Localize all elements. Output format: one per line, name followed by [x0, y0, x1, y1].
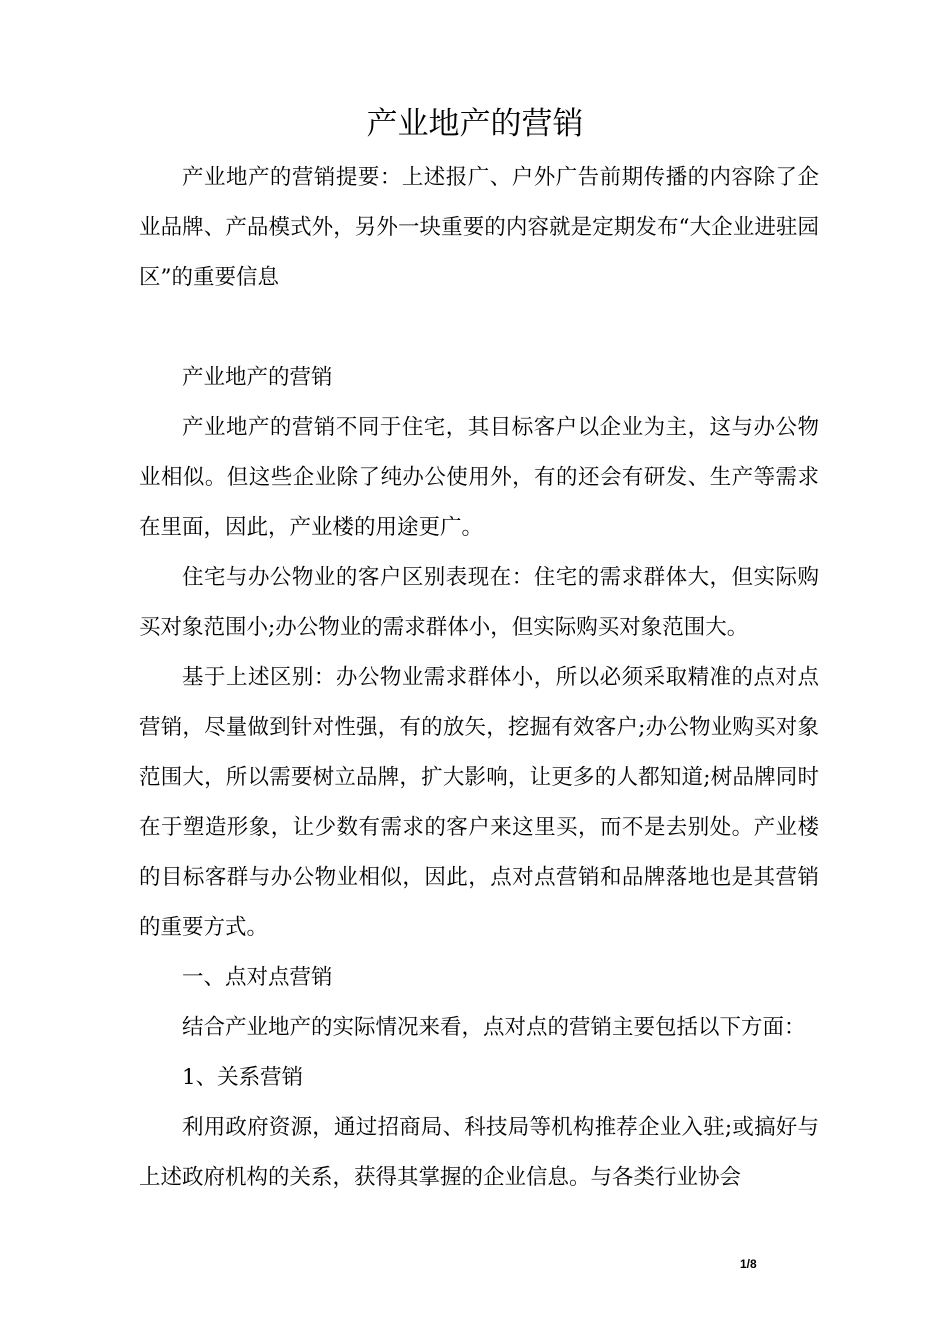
body-paragraph: 利用政府资源，通过招商局、科技局等机构推荐企业入驻;或搞好与上述政府机构的关系，获得其掌握的企业信息。与各类行业协会 [139, 1115, 819, 1190]
body-paragraph: 基于上述区别：办公物业需求群体小，所以必须采取精准的点对点营销，尽量做到针对性强，有的放矢，挖掘有效客户;办公物业购买对象范围大，所以需要树立品牌，扩大影响，让更多的人都知道;树品牌同时在于塑造形象，让少数有需求的客户来这里买，而不是去别处。产业楼的目标客群与办公物业相似，因此，点对点营销和品牌落地也是其营销的重要方式。 [139, 665, 819, 940]
section-heading: 一、点对点营销 [182, 965, 333, 990]
section-heading: 产业地产的营销 [182, 365, 333, 390]
blank-line [139, 303, 819, 353]
body-paragraph: 住宅与办公物业的客户区别表现在：住宅的需求群体大，但实际购买对象范围小;办公物业的需求群体小，但实际购买对象范围大。 [139, 565, 819, 640]
subsection-heading: 1、关系营销 [182, 1065, 304, 1090]
page-title: 产业地产的营销 [366, 106, 584, 142]
body-paragraph: 产业地产的营销不同于住宅，其目标客户以企业为主，这与办公物业相似。但这些企业除了纯办公使用外，有的还会有研发、生产等需求在里面，因此，产业楼的用途更广。 [139, 415, 819, 540]
body-paragraph: 结合产业地产的实际情况来看，点对点的营销主要包括以下方面： [182, 1015, 806, 1040]
page-number: 1/8 [740, 1257, 757, 1271]
summary-paragraph: 产业地产的营销提要：上述报广、户外广告前期传播的内容除了企业品牌、产品模式外，另外一块重要的内容就是定期发布“大企业进驻园区”的重要信息 [139, 165, 819, 290]
document-body [139, 153, 819, 1203]
